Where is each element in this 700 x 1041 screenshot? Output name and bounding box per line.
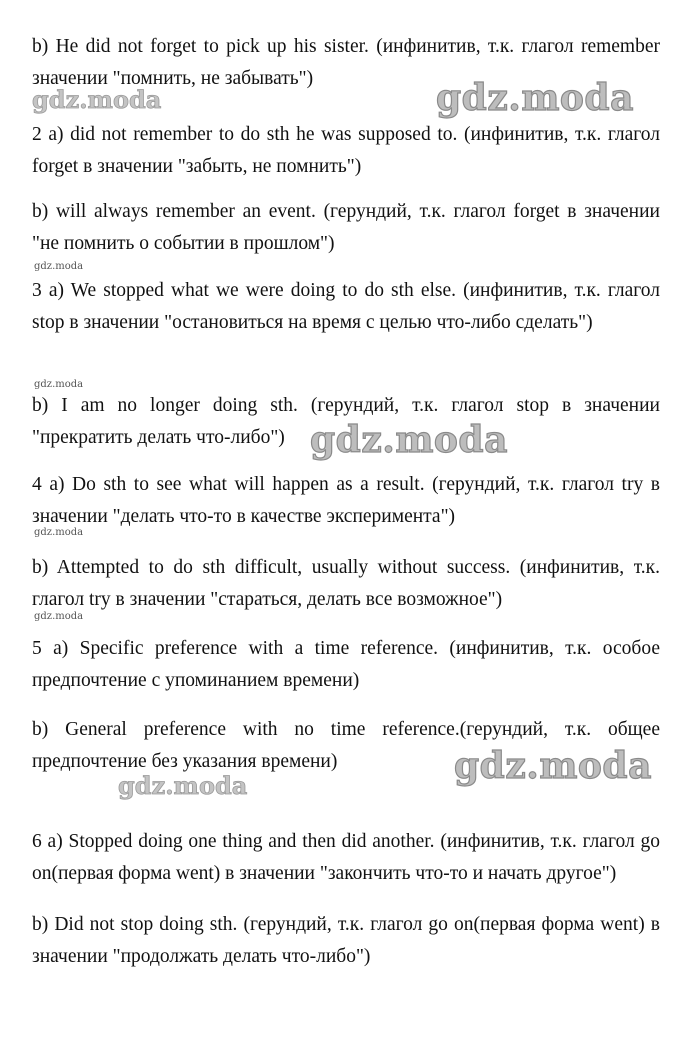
answer-5a: 5 a) Specific preference with a time reference. (инфинитив, т.к. особое предпочтение с упоминанием времени) <box>32 638 660 691</box>
answer-3a: 3 a) We stopped what we were doing to do sth else. (инфинитив, т.к. глагол stop в значении "остановиться на время с целью что-либо сделать") <box>32 280 660 333</box>
watermark: gdz.moda <box>436 77 634 119</box>
answer-2a: 2 a) did not remember to do sth he was supposed to. (инфинитив, т.к. глагол forget в значении "забыть, не помнить") <box>32 124 660 177</box>
watermark: gdz.moda <box>310 419 508 461</box>
watermark: gdz.moda <box>34 611 84 622</box>
answer-1b: b) He did not forget to pick up his sister. (инфинитив, т.к. глагол remember значении "помнить, не забывать") <box>32 36 660 89</box>
answer-6a: 6 a) Stopped doing one thing and then did another. (инфинитив, т.к. глагол go on(первая форма went) в значении "закончить что-то и начать другое") <box>32 831 660 884</box>
answer-6b: b) Did not stop doing sth. (герундий, т.к. глагол go on(первая форма went) в значении "продолжать делать что-либо") <box>32 914 660 967</box>
watermark: gdz.moda <box>34 527 84 538</box>
answer-4a: 4 a) Do sth to see what will happen as a result. (герундий, т.к. глагол try в значении "делать что-то в качестве эксперимента") <box>32 474 660 527</box>
answer-3b: b) I am no longer doing sth. (герундий, т.к. глагол stop в значении "прекратить делать что-либо") <box>32 395 660 448</box>
watermark: gdz.moda <box>34 261 84 272</box>
answer-5b: b) General preference with no time reference.(герундий, т.к. общее предпочтение без указания времени) <box>32 719 660 772</box>
watermark: gdz.moda <box>454 745 652 787</box>
watermark: gdz.moda <box>34 379 84 390</box>
watermark: gdz.moda <box>32 85 162 114</box>
watermark: gdz.moda <box>118 771 248 800</box>
answer-4b: b) Attempted to do sth difficult, usually without success. (инфинитив, т.к. глагол try в значении "стараться, делать все возможное") <box>32 557 660 610</box>
answer-2b: b) will always remember an event. (герундий, т.к. глагол forget в значении "не помнить о событии в прошлом") <box>32 201 660 254</box>
